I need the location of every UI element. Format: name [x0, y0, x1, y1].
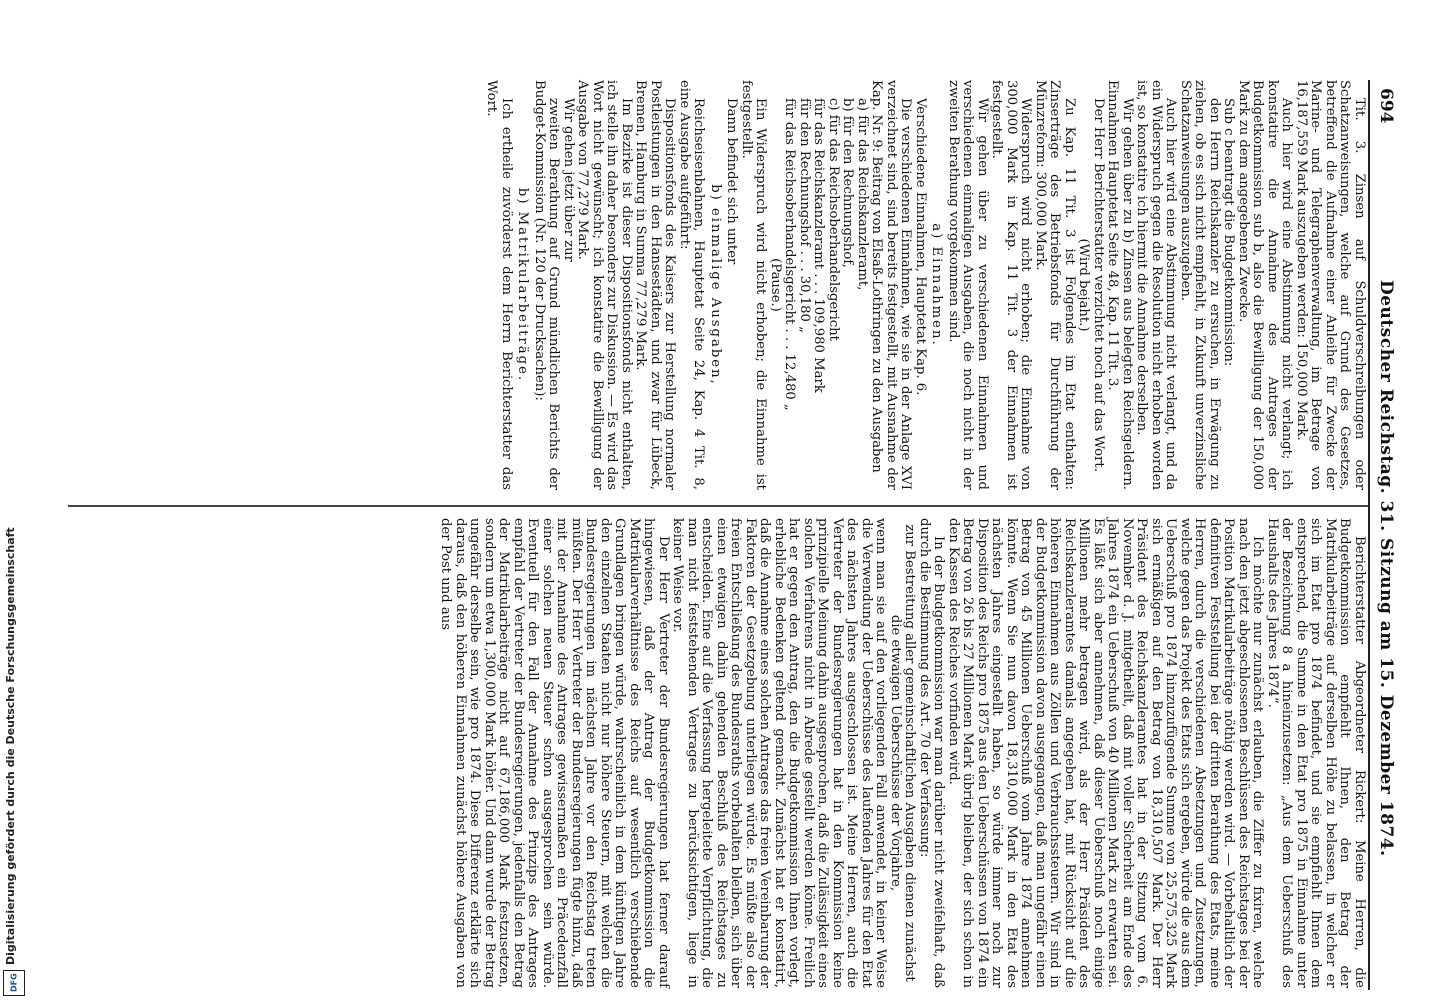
paragraph: In der Budgetkommission war man darüber nicht zweifelhaft, daß durch die Bestimmung des Art. 70 der Verfassung: — [917, 518, 947, 988]
quote: zur Bestreitung aller gemeinschaftlichen Ausgaben dienen zunächst die etwaigen Ueberschüsse der Vorjahre, — [888, 524, 918, 982]
paragraph: Die verschiedenen Einnahmen, wie sie in der Anlage XVI verzeichnet sind, sind bereits festgestellt, mit Ausnahme der Kap. Nr. 9: Beitrag von Elsaß-Lothringen zu den Ausgaben — [869, 80, 914, 490]
paragraph: Tit. 3. Zinsen auf Schuldverschreibungen oder Schatzanweisungen, welche auf Grund des Gesetzes, betreffend die Aufnahme einer Anleihe für Zwecke der Marine- und Telegraphenverwaltung, im Betrage von 16,187,559 Mark auszugeben werden: 150,000 Mark. — [1294, 80, 1367, 490]
left-column — [484, 80, 1366, 490]
page-header — [1376, 0, 1398, 1000]
paragraph: Auch hier wird eine Abstimmung nicht verlangt; ich konstatire die Annahme des Antrages der Budgetkommission sub b, also die Bewilligung der 150,000 Mark zu dem angegebenen Zwecke. — [1236, 80, 1295, 490]
paragraph: Wir gehen über zu verschiedenen Einnahmen und verschiedenen einmaligen Ausgaben, die noch nicht in der zweiten Berathung vorgekommen sind. — [946, 80, 990, 490]
paragraph: Ich möchte nur zunächst erlauben, die Ziffer zu fixiren, welche nach den jetzt abgeschlossenen Beschlüssen des Reichstages bei der Position Matrikularbeiträge nöthig werden wird. — Vorbehaltlich der definitiven Feststellung bei der dritten Berathung des Etats, meine Herren, durch die verschiedenen Absetzungen und Zusetzungen, welche gegen das Projekt des Etats sich ergeben, würde die aus dem Ueberschuß pro 1874 hinzuzufügende Summe von 25,575,325 Mark sich ermäßigen auf den Betrag von 18,310,507 Mark. Der Herr Präsident des Reichskanzleramtes hat in der Sitzung vom 6. November d. J. mitgetheilt, daß mit voller Sicherheit am Ende des Jahres 1874 ein Ueberschuß von 40 Millionen Mark zu erwarten sei. Es läßt sich aber annehmen, daß dieser Ueberschuß noch einige Millionen mehr betragen wird, als der Herr Präsident des Reichskanzleramtes damals angegeben hat, mit Rücksicht auf die höheren Einnahmen aus Zöllen und Verbrauchssteuern. Wir sind in der Budgetkommission davon ausgegangen, daß man ungefähr einen Betrag von 45 Millionen Ueberschuß vom Jahre 1874 annehmen könnte. Wenn Sie nun davon 18,310,000 Mark in den Etat des nächsten Jahres eingestellt haben, so würde immer noch zur Disposition des Reichs pro 1875 aus den Ueberschüssen von 1874 ein Betrag von 26 bis 27 Millionen Mark übrig bleiben, der sich schon in den Kassen des Reiches vorfinden wird. — [946, 518, 1266, 988]
page-number: 694 — [1376, 88, 1396, 124]
paragraph: Sub c beantragt die Budgetkommission: — [1221, 98, 1237, 367]
paragraph: Zu Kap. 11 Tit. 3 ist Folgendes im Etat enthalten: Zinserträge des Betriebsfonds für Durchführung der Münzreform: 300,000 Mark. — [1033, 80, 1077, 490]
paragraph: Dann befindet sich unter — [724, 98, 740, 265]
credit-text: Digitalisierung gefördert durch die Deutsche Forschungsgemeinschaft — [4, 527, 17, 965]
paragraph: Ein Widerspruch wird nicht erhoben; die Einnahme ist festgestellt. — [739, 80, 769, 490]
paragraph: Der Herr Vertreter der Bundesregierungen hat ferner darauf hingewiesen, daß der Antrag der Budgetkommission die Matrikularverhältnisse des Reichs auf wesentlich verschiebende Grundlagen bringen würde, wahrscheinlich in dem künftigen Jahre den einzelnen Staaten nicht nur höhere Steuern, mit welchen die Bundesregierungen im nächsten Jahre vor den Reichstag treten müßten. Der Herr Vertreter der Bundesregierungen fügte hinzu, daß mit der Annahme des Antrages gewissermaßen ein Präcedenzfall einer solchen neuen Steuer schon ausgesprochen sein würde. Eventuell für den Fall der Annahme des Prinzips des Antrages empfahl der Vertreter der Bundesregierungen, jedenfalls den Betrag der Matrikularbeiträge nicht auf 67,186,000 Mark festzusetzen, sondern um etwa 1,300,000 Mark höher. Und dann wurde der Betrag ungefähr derselbe sein, wie pro 1874. Diese Differenz erklärte sich daraus, daß den höheren Einnahmen zunächst höhere Ausgaben von der Post und aus — [438, 518, 671, 988]
table-row: für das Reichskanzleramt . . . 109,980 Mark — [811, 98, 827, 393]
paragraph: wenn man sie auf den vorliegenden Fall anwendet, in keiner Weise die Verwendung der Ueberschüsse des laufenden Jahres für den Etat des nächsten Jahres ausgeschlossen ist. Meine Herren, auch die Vertreter der Bundesregierungen hat in den Kommission keine prinzipielle Meinung dahin ausgesprochen, daß die Zulässigkeit eines solchen Verfahrens nicht in Abrede gestellt werden könne. Freilich hat er gegen den Antrag, den die Budgetkommission Ihnen vorlegt, erhebliche Bedenken geltend gemacht. Zunächst hat er konstatirt, daß die Annahme eines solchen Antrages das freien Vereinbarung der Faktoren der Gesetzgebung unterliegen würde. Es müßte also der freien Entschließung des Bundesraths vorbehalten bleiben, sich über einen etwaigen dahin gehenden Beschluß des Reichstages zu entscheiden. Eine auf die Verfassung hergeleitete Verpflichtung, die man nicht feststehenden Vertrages zu berücksichtigen, liege in keiner Weise vor. — [670, 518, 889, 988]
section-heading: b) Matrikularbeiträge. — [515, 187, 531, 383]
table-row: für den Rechnungshof . . . 30,180 „ — [797, 98, 812, 333]
paragraph: Auch hier wird eine Abstimmung nicht verlangt, und da ein Widerspruch gegen die Resolution nicht erhoben worden ist, so konstatire ich hiermit die Annahme derselben. — [1134, 80, 1179, 490]
right-column — [438, 518, 1366, 988]
list-item: a) für das Reichskanzleramt, — [855, 98, 870, 291]
list-item: b) für den Rechnungshof, — [840, 98, 856, 268]
section-heading: b) einmalige Ausgaben, — [708, 184, 723, 386]
paragraph: Berichterstatter Abgeordneter Rickert: Meine Herren, die Budgetkommission empfiehlt Ihnen, den Betrag der Matrikularbeiträge auf derselben Höhe zu belassen, in welcher er sich im Etat pro 1874 befindet, und sie empfiehlt Ihnen dem entsprechend, die Summe in den Etat pro 1875 in Einnahme unter der Bezeichnung 8 a hineinzusetzen: „Aus dem Ueberschuß des Haushalts des Jahres 1874“. — [1265, 518, 1367, 988]
digitization-credit — [0, 0, 30, 1000]
header-rule — [1368, 80, 1370, 990]
dfg-logo: DFG — [3, 970, 25, 996]
paragraph: Verschiedene Einnahmen, Hauptetat Kap. 6. — [913, 98, 928, 396]
table-row: für das Reichsoberhandelsgericht . . . 12,480 „ — [782, 98, 798, 411]
stage-direction: (Pause.) — [768, 258, 783, 312]
paragraph: Reichseisenbahnen, Hauptetat Seite 24, Kap. 4 Tit. 8, eine Ausgabe aufgeführt: — [677, 80, 707, 490]
paragraph: Wir gehen jetzt über zur — [561, 98, 576, 262]
paragraph: Im Bezirke ist dieser Dispositionsfonds nicht enthalten, ich stelle ihn daher besonders zur Diskussion. — Es wird das Wort nicht gewünscht; ich konstatire die Bewilligung der Ausgabe von 77,279 Mark. — [575, 80, 634, 490]
paragraph: zweiten Berathung auf Grund mündlichen Berichts der Budget-Kommission (Nr. 120 der Drucksachen): — [532, 80, 562, 490]
paragraph: Der Herr Berichterstatter verzichtet noch auf das Wort. — [1091, 98, 1106, 472]
paragraph: Ich ertheile zuvörderst dem Herrn Berichterstatter das Wort. — [484, 80, 514, 490]
column-divider — [68, 505, 1368, 507]
paragraph: den Herrn Reichskanzler zu ersuchen, in Erwägung zu ziehen, ob es sich nicht empfiehlt, in Zukunft unverzinsliche Schatzanweisungen auszugeben. — [1178, 80, 1222, 490]
paragraph: Dispositionsfonds des Kaisers zur Herstellung normaler Postleistungen in den Hansestädten, und zwar für Lübeck, Bremen, Hamburg in Summa 77,279 Mark. — [633, 80, 678, 490]
list-item: c) für das Reichsoberhandelsgericht — [826, 98, 841, 341]
stage-direction: (Wird bejaht.) — [1076, 238, 1092, 332]
section-heading: a) Einnahmen. — [929, 223, 945, 347]
paragraph: Widerspruch wird nicht erhoben; die Einnahme von 300,000 Mark in Kap. 11 Tit. 3 der Einnahmen ist festgestellt. — [989, 80, 1034, 490]
page-title: Deutscher Reichstag. 31. Sitzung am 15. Dezember 1874. — [1376, 280, 1396, 857]
paragraph: Wir gehen über zu b) Zinsen aus belegten Reichsgeldern. Einnahmen Hauptetat Seite 48, Kap. 11 Tit. 3. — [1105, 80, 1135, 490]
